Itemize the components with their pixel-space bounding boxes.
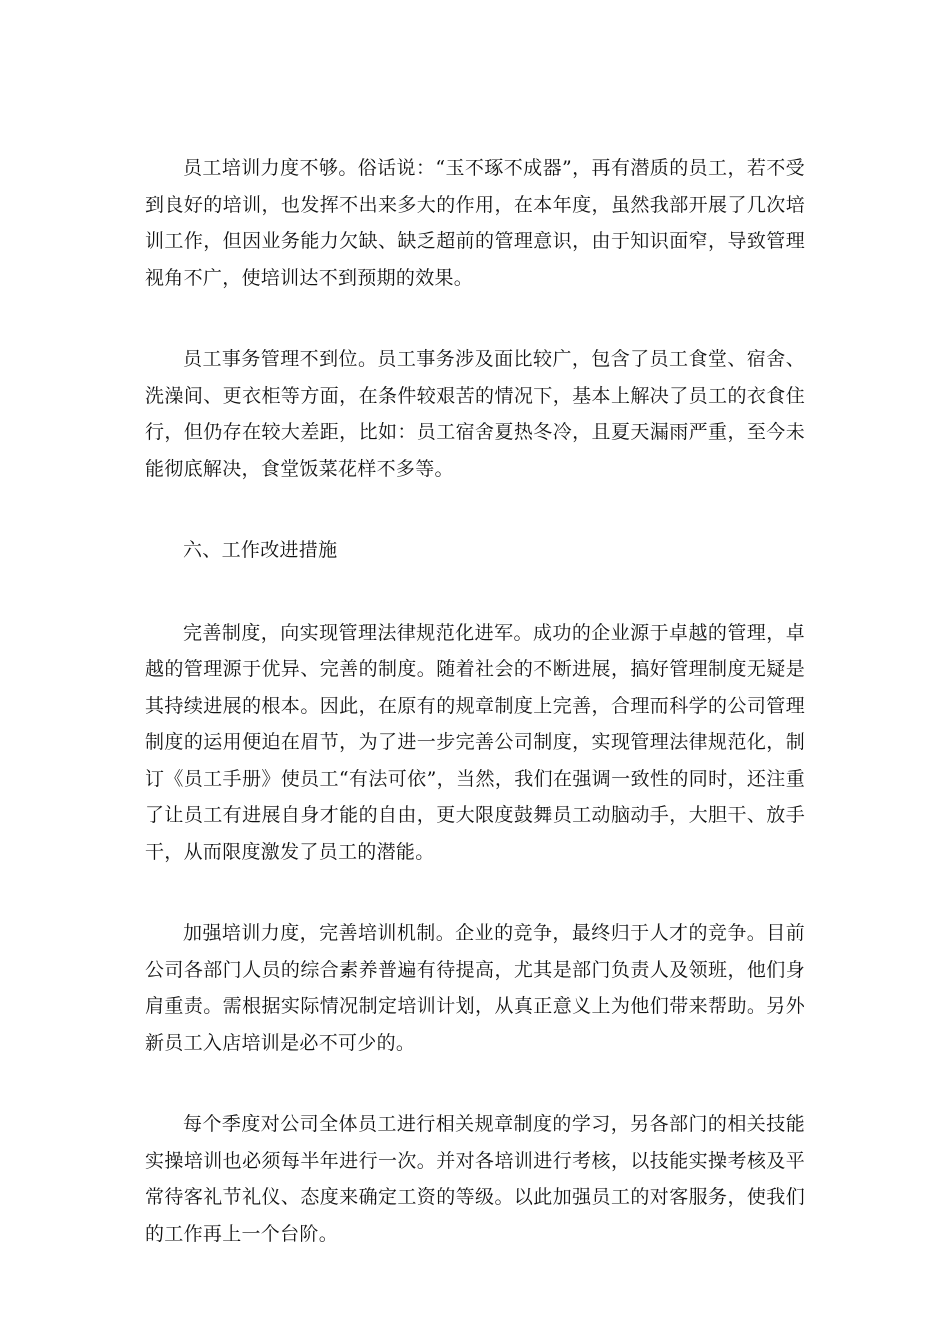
paragraph-quarterly-study: 每个季度对公司全体员工进行相关规章制度的学习，另各部门的相关技能实操培训也必须每半年进行一次。并对各培训进行考核，以技能实操考核及平常待客礼节礼仪、态度来确定工资的等级。以此加强员工的对客服务，使我们的工作再上一个台阶。 [145, 1113, 805, 1245]
document-page [145, 150, 805, 1297]
section-heading: 六、工作改进措施 [183, 539, 338, 561]
paragraph-improve-system: 完善制度，向实现管理法律规范化进军。成功的企业源于卓越的管理，卓越的管理源于优异、完善的制度。随着社会的不断进展，搞好管理制度无疑是其持续进展的根本。因此，在原有的规章制度上完善，合理而科学的公司管理制度的运用便迫在眉节，为了进一步完善公司制度，实现管理法律规范化，制订《员工手册》使员工“有法可依”，当然，我们在强调一致性的同时，还注重了让员工有进展自身才能的自由，更大限度鼓舞员工动脑动手，大胆干、放手干，从而限度激发了员工的潜能。 [145, 621, 805, 863]
paragraph-staff-affairs: 员工事务管理不到位。员工事务涉及面比较广，包含了员工食堂、宿舍、洗澡间、更衣柜等方面，在条件较艰苦的情况下，基本上解决了员工的衣食住行，但仍存在较大差距，比如：员工宿舍夏热冬冷，且夏天漏雨严重，至今未能彻底解决，食堂饭菜花样不多等。 [145, 348, 805, 480]
paragraph-strengthen-training: 加强培训力度，完善培训机制。企业的竞争，最终归于人才的竞争。目前公司各部门人员的综合素养普遍有待提高，尤其是部门负责人及领班，他们身肩重责。需根据实际情况制定培训计划，从真正意义上为他们带来帮助。另外新员工入店培训是必不可少的。 [145, 922, 805, 1054]
paragraph-staff-training: 员工培训力度不够。俗话说：“玉不琢不成器”，再有潜质的员工，若不受到良好的培训，也发挥不出来多大的作用，在本年度，虽然我部开展了几次培训工作，但因业务能力欠缺、缺乏超前的管理意识，由于知识面窄，导致管理视角不广，使培训达不到预期的效果。 [145, 157, 805, 289]
